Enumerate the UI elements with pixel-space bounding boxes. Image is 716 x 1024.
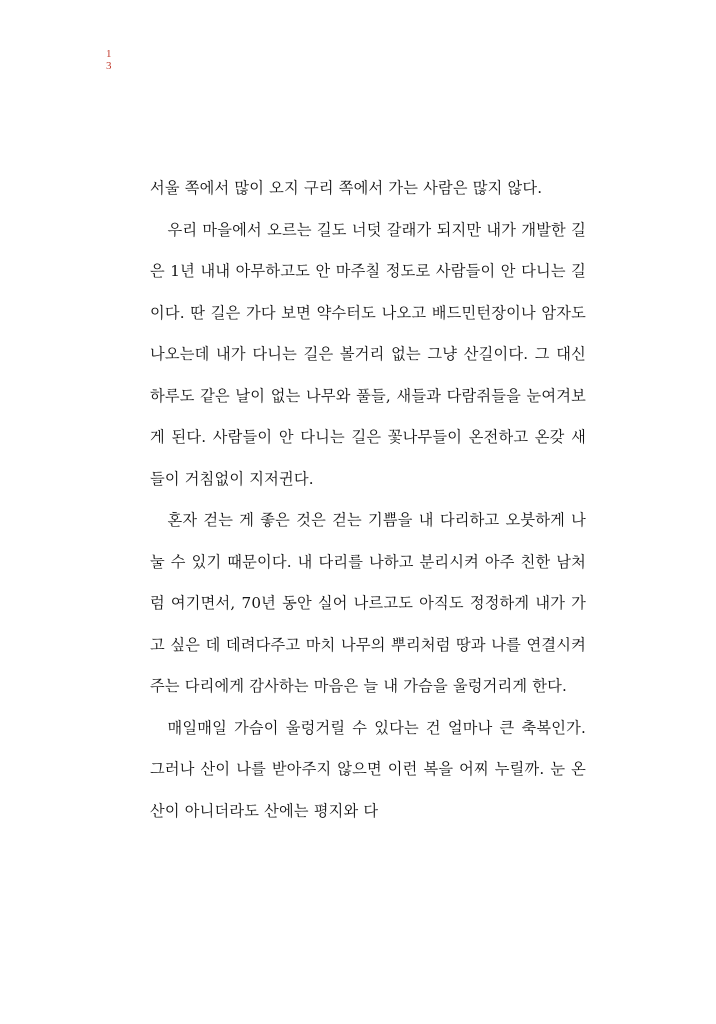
paragraph: 혼자 걷는 게 좋은 것은 걷는 기쁨을 내 다리하고 오붓하게 나눌 수 있기 때문이다. 내 다리를 나하고 분리시켜 아주 친한 남처럼 여기면서, 70년 동안 실어 나르고도 아직도 정정하게 내가 가고 싶은 데 데려다주고 마치 나무의 뿌리처럼 땅과 나를 연결시켜주는 다리에게 감사하는 마음은 늘 내 가슴을 울렁거리게 한다. xyxy=(150,511,586,695)
paragraph: 우리 마을에서 오르는 길도 너덧 갈래가 되지만 내가 개발한 길은 1년 내내 아무하고도 안 마주칠 정도로 사람들이 안 다니는 길이다. 딴 길은 가다 보면 약수터도 나오고 배드민턴장이나 암자도 나오는데 내가 다니는 길은 볼거리 없는 그냥 산길이다. 그 대신 하루도 같은 날이 없는 나무와 풀들, 새들과 다람쥐들을 눈여겨보게 된다. 사람들이 안 다니는 길은 꽃나무들이 온전하고 온갖 새들이 거침없이 지저귄다. xyxy=(150,220,586,488)
page-number-line-1: 1 xyxy=(106,48,112,60)
page-number-line-2: 3 xyxy=(106,60,112,72)
body-text-block xyxy=(150,168,586,832)
paragraph: 매일매일 가슴이 울렁거릴 수 있다는 건 얼마나 큰 축복인가. 그러나 산이 나를 받아주지 않으면 이런 복을 어찌 누릴까. 눈 온 산이 아니더라도 산에는 평지와 다 xyxy=(150,718,586,820)
paragraph: 서울 쪽에서 많이 오지 구리 쪽에서 가는 사람은 많지 않다. xyxy=(150,179,543,197)
page-number xyxy=(106,48,126,72)
